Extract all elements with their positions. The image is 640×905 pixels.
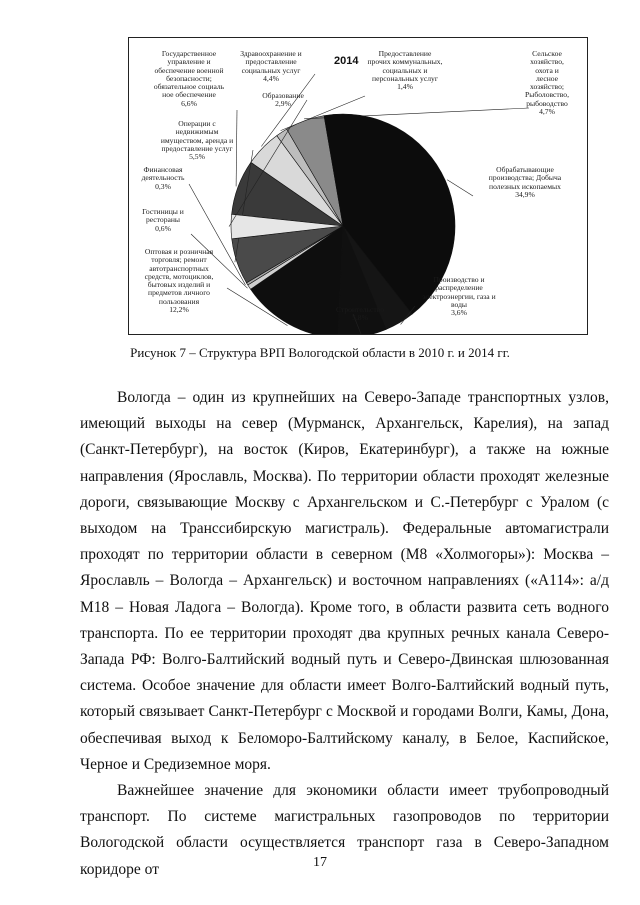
- slice-label: [133, 248, 225, 314]
- slice-label: [471, 166, 579, 199]
- slice-label-line: Финансовая: [143, 165, 183, 174]
- slice-label-line: Рыболовство,: [525, 90, 569, 100]
- slice-label-line: обеспечение военной: [154, 65, 224, 75]
- slice-label-line: социальных услуг: [241, 65, 301, 75]
- slice-label: [233, 50, 309, 83]
- slice-label-line: обязательное социаль: [153, 82, 225, 92]
- slice-label-line: средств, мотоциклов,: [144, 271, 214, 281]
- slice-value-label: 5,8%: [352, 313, 368, 323]
- slice-label-line: распределение: [435, 283, 483, 293]
- slice-label-line: Операции с: [178, 119, 216, 128]
- slice-label-line: деятельность: [141, 173, 185, 183]
- slice-value-label: 4,7%: [539, 107, 555, 117]
- slice-label-line: хозяйство;: [530, 82, 564, 92]
- slice-label: [517, 50, 577, 116]
- slice-label: [361, 50, 449, 91]
- slice-label-line: хозяйство,: [530, 57, 564, 67]
- slice-label-line: Производство и: [433, 275, 485, 284]
- slice-value-label: 3,6%: [451, 308, 467, 318]
- slice-label-line: производства; Добыча: [488, 173, 562, 183]
- slice-label: [409, 276, 509, 317]
- slice-value-label: 6,6%: [181, 98, 197, 108]
- slice-label-line: воды: [450, 299, 468, 309]
- slice-value-label: 34,9%: [515, 189, 535, 199]
- slice-label-line: лесное: [535, 73, 559, 83]
- slice-label-line: прочих коммунальных,: [367, 57, 443, 67]
- slice-value-label: 12,2%: [169, 305, 189, 315]
- chart-year-label: 2014: [334, 55, 359, 67]
- figure-caption: Рисунок 7 – Структура ВРП Вологодской области в 2010 г. и 2014 гг.: [130, 345, 510, 360]
- body-text: [80, 385, 609, 883]
- slice-label-line: электроэнергии, газа и: [422, 291, 496, 301]
- slice-label-line: безопасности;: [166, 73, 212, 83]
- slice-label-line: полезных ископаемых: [489, 181, 561, 191]
- slice-label-line: автотранспортных: [149, 263, 209, 273]
- slice-label-line: предоставление: [245, 57, 297, 67]
- slice-label-line: торговля; ремонт: [151, 255, 207, 265]
- slice-value-label: 2,9%: [275, 99, 291, 109]
- slice-label: [145, 50, 233, 108]
- slice-value-label: 4,4%: [263, 73, 279, 83]
- slice-label-line: Оптовая и розничная: [144, 247, 214, 256]
- slice-label-line: социальных и: [382, 65, 428, 75]
- slice-label-line: пользования: [158, 296, 200, 306]
- slice-value-label: 5,5%: [189, 152, 205, 162]
- paragraph: Важнейшее значение для экономики области имеет трубопроводный транспорт. По системе магистральных газопроводов по территории Вологодской области осуществляется транспорт газа в Северо-Западном коридоре от: [80, 782, 609, 878]
- slice-label-line: персональных услуг: [372, 73, 438, 83]
- slice-label-line: бытовых изделий и: [147, 280, 211, 290]
- slice-label-line: Гостиницы и: [142, 207, 184, 216]
- slice-label: [145, 120, 249, 161]
- slice-label-line: ное обеспечение: [162, 90, 216, 100]
- slice-label-line: Здравоохранение и: [240, 49, 302, 58]
- paragraph: Вологда – один из крупнейших на Северо-Западе транспортных узлов, имеющий выходы на север (Мурманск, Архангельск, Карелия), на запад (Санкт-Петербург), на восток (Киров, Екатеринбург), а также на южные направления (Ярославль, Москва). По территории области проходят железные дороги, связывающие Москву с Архангельском и С.-Петербург с Уралом (с выходом на Транссибирскую магистраль). Федеральные автомагистрали проходят по территории области в северном (М8 «Холмогоры»): Москва – Ярославль – Вологда – Архангельск) и восточном направлениях («А114»: а/д М18 – Новая Ладога – Вологда). Кроме того, в области развита сеть водного транспорта. По ее территории проходят два крупных речных канала Северо-Запада РФ: Волго-Балтийский водный путь и Северо-Двинская шлюзованная система. Особое значение для области имеет Волго-Балтийский водный путь, который связывает Санкт-Петербург с Москвой и городами Волги, Камы, Дона, обеспечивая выход к Беломоро-Балтийскому каналу, в Белое, Каспийское, Черное и Средиземное моря.: [80, 389, 609, 773]
- slice-label: [133, 208, 193, 233]
- slice-label-line: рыбоводство: [526, 98, 568, 108]
- slice-label-line: Государственное: [161, 49, 217, 58]
- slice-label-line: рестораны: [145, 215, 181, 225]
- slice-value-label: 0,6%: [155, 223, 171, 233]
- slice-label: [249, 92, 317, 109]
- slice-label-line: предметов личного: [148, 288, 210, 298]
- page-number: 17: [313, 855, 327, 870]
- leader-line: [447, 180, 473, 196]
- chart-figure: [128, 37, 588, 335]
- slice-label-line: управление и: [167, 57, 211, 67]
- slice-label: [329, 306, 391, 323]
- slice-label-line: Сельское: [532, 49, 562, 58]
- slice-label-line: предоставление услуг: [161, 143, 233, 153]
- slice-label-line: Обрабатывающие: [496, 165, 554, 174]
- slice-label: [133, 166, 193, 191]
- slice-label-line: Строительство: [336, 305, 384, 314]
- slice-value-label: 1,4%: [397, 82, 413, 92]
- slice-label-line: Образование: [262, 91, 304, 100]
- slice-label-line: Предоставление: [378, 49, 432, 58]
- slice-value-label: 0,3%: [155, 181, 171, 191]
- slice-label-line: охота и: [535, 65, 559, 75]
- slice-label-line: недвижимым: [175, 127, 219, 137]
- slice-label-line: имуществом, аренда и: [160, 135, 234, 145]
